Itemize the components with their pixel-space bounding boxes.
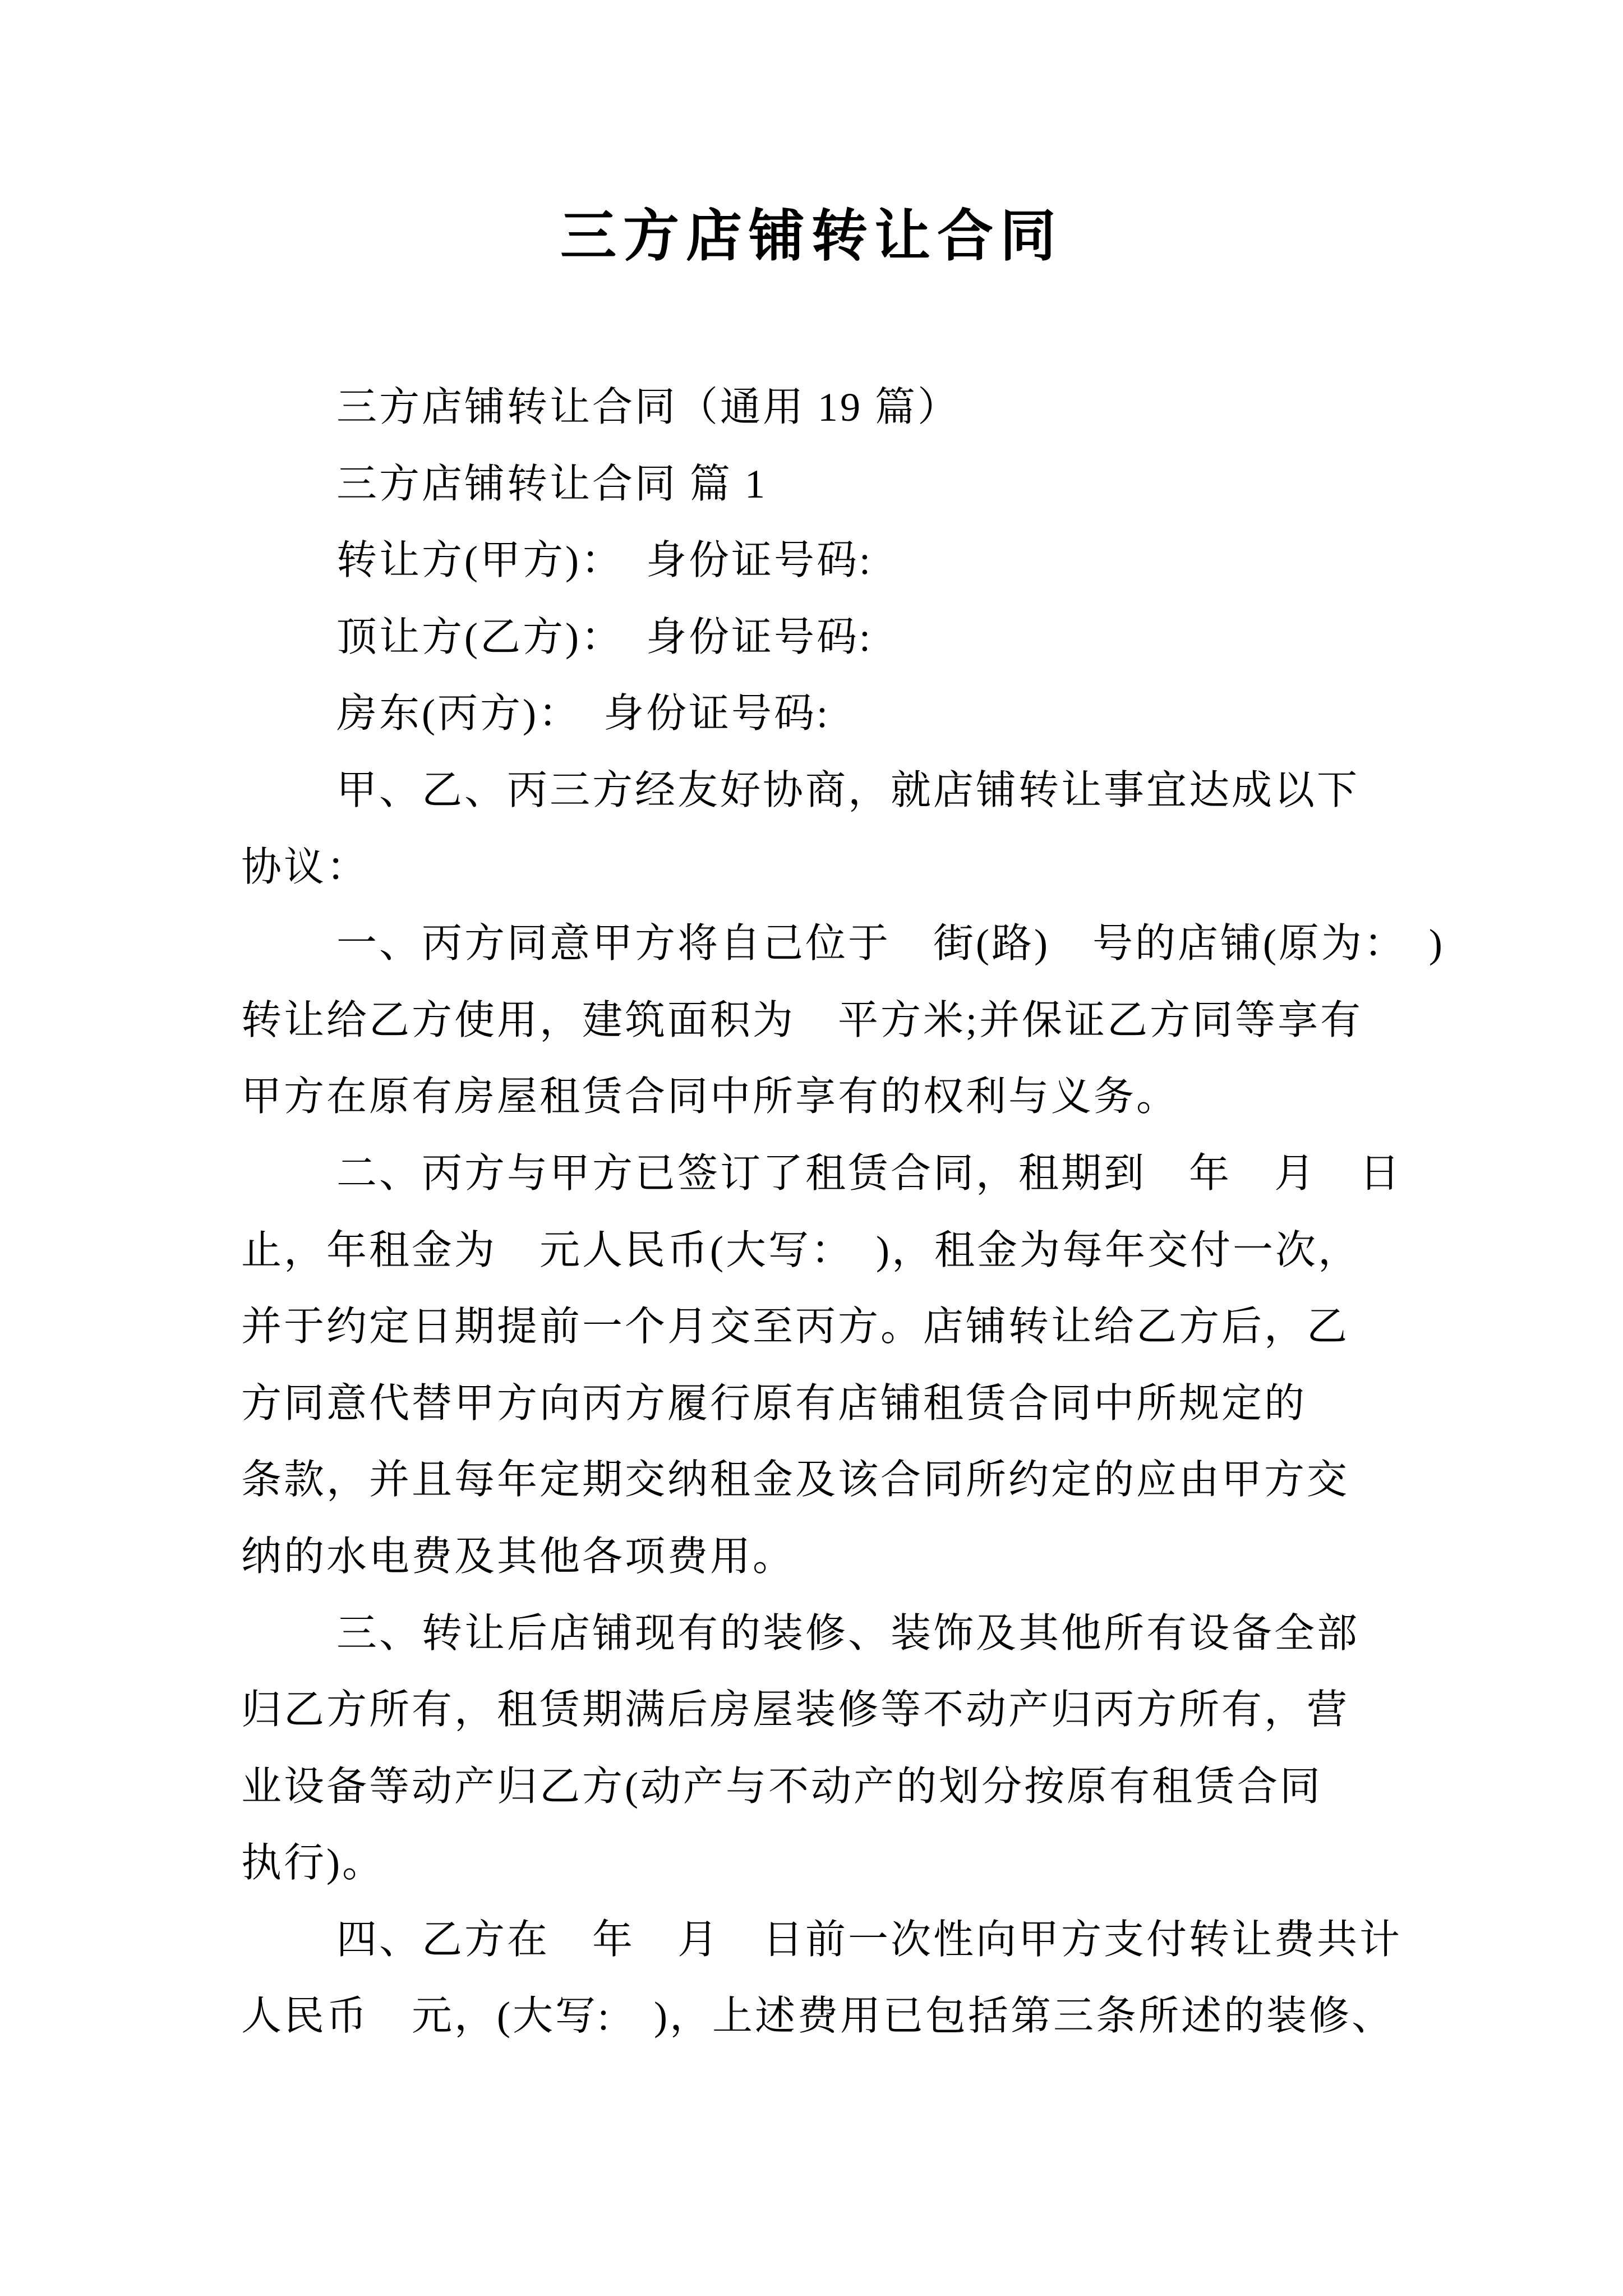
text-line: 归乙方所有，租赁期满后房屋装修等不动产归丙方所有，营 [241,1687,1350,1733]
text-line: 一、丙方同意甲方将自己位于 街(路) 号的店铺(原为： ) [336,921,1445,967]
text-line: 四、乙方在 年 月 日前一次性向甲方支付转让费共计 [336,1917,1403,1962]
text-line: 三方店铺转让合同（通用 19 篇） [336,385,961,430]
text-line: 执行)。 [241,1841,385,1886]
text-line: 人民币 元，(大写: )，上述费用已包括第三条所述的装修、 [241,1994,1394,2039]
document-body [241,369,1445,2055]
text-line: 三方店铺转让合同 篇 1 [336,461,768,507]
text-line: 业设备等动产归乙方(动产与不动产的划分按原有租赁合同 [241,1764,1322,1809]
text-line: 条款，并且每年定期交纳租金及该合同所约定的应由甲方交 [241,1457,1350,1503]
text-line: 纳的水电费及其他各项费用。 [241,1534,796,1579]
text-line: 三、转让后店铺现有的装修、装饰及其他所有设备全部 [336,1611,1360,1656]
text-line: 转让方(甲方)： 身份证号码: [336,538,873,583]
text-line: 转让给乙方使用，建筑面积为 平方米;并保证乙方同等享有 [241,997,1363,1043]
text-line: 方同意代替甲方向丙方履行原有店铺租赁合同中所规定的 [241,1381,1307,1426]
text-line: 止，年租金为 元人民币(大写： )，租金为每年交付一次， [241,1227,1361,1273]
text-line: 二、丙方与甲方已签订了租赁合同，租期到 年 月 日 [336,1151,1403,1196]
text-line: 协议： [241,844,370,890]
text-line: 甲方在原有房屋租赁合同中所享有的权利与义务。 [241,1074,1179,1120]
text-line: 顶让方(乙方)： 身份证号码: [336,614,873,660]
text-line: 房东(丙方)： 身份证号码: [336,691,830,737]
text-line: 甲、乙、丙三方经友好协商，就店铺转让事宜达成以下 [336,767,1360,813]
document-title: 三方店铺转让合同 [560,205,1063,268]
text-line: 并于约定日期提前一个月交至丙方。店铺转让给乙方后，乙 [241,1304,1350,1350]
